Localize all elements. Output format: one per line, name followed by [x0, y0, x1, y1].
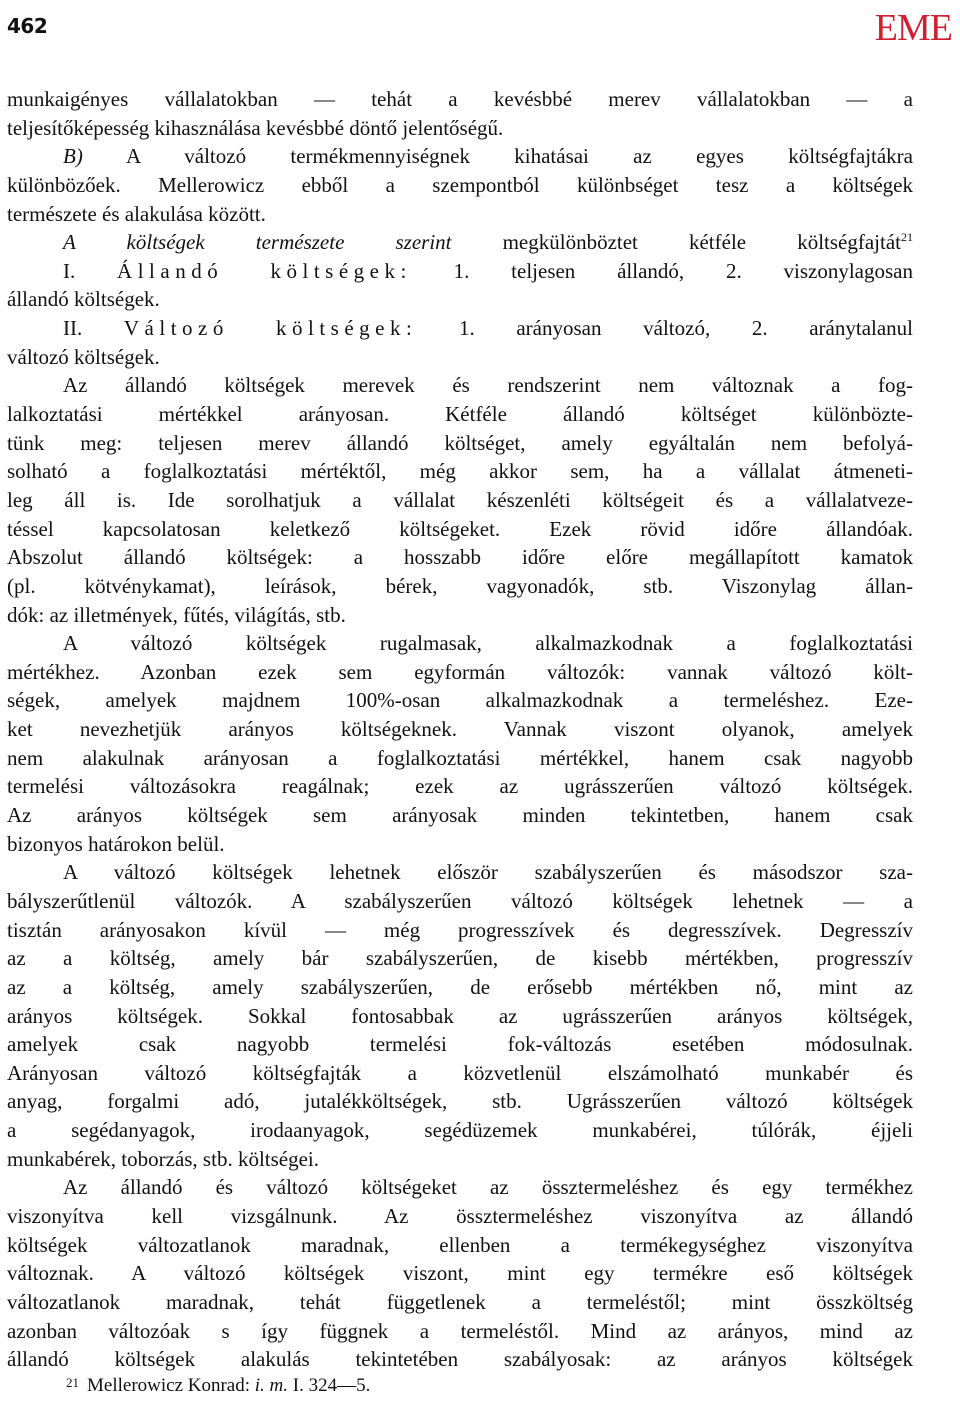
text-line — [7, 257, 913, 286]
text-line: leg áll is. Ide sorolhatjuk a vállalat készenléti költségeit és a vállalatveze- — [7, 487, 913, 512]
footnote-reference: 21 — [901, 230, 913, 245]
text-line: Az állandó és változó költségeket az össztermeléshez és egy termékhez — [63, 1175, 913, 1200]
text-line: A változó költségek lehetnek először szabályszerűen és másodszor sza- — [63, 860, 913, 885]
text-line: ket nevezhetjük arányos költségeknek. Vannak viszont olyanok, amelyek — [7, 717, 913, 742]
footnote-abbreviation: i. m. — [254, 1375, 289, 1396]
footnote-number: 21 — [66, 1375, 79, 1390]
text-span: megkülönböztet kétféle költségfajtát — [451, 230, 901, 255]
text-line: amelyek csak nagyobb termelési fok-változás esetében módosulnak. — [7, 1032, 913, 1057]
text-line: állandó költségek alakulás tekintetében szabályosak: az arányos költségek — [7, 1347, 913, 1372]
page-number: 462 — [7, 14, 48, 38]
text-line: tünk meg: teljesen merev állandó költséget, amely egyáltalán nem befolyá- — [7, 430, 913, 455]
text-span: 1. arányosan változó, 2. aránytalanul — [417, 316, 913, 341]
text-line: a segédanyagok, irodaanyagok, segédüzemek munkabérei, túlórák, éjjeli — [7, 1118, 913, 1143]
text-line: Abszolut állandó költségek: a hosszabb időre előre megállapított kamatok — [7, 545, 913, 570]
text-line: Arányosan változó költségfajták a közvetlenül elszámolható munkabér és — [7, 1060, 913, 1085]
text-line: különbözőek. Mellerowicz ebből a szempontból különbséget tesz a költségek — [7, 172, 913, 197]
text-line: az a költség, amely szabályszerűen, de erősebb mértékben nő, mint az — [7, 974, 913, 999]
text-line: állandó költségek. — [7, 287, 160, 312]
footnote-author: Mellerowicz Konrad: — [87, 1375, 251, 1396]
text-line: ségek, amelyek majdnem 100%-osan alkalmazkodnak a termeléshez. Eze- — [7, 688, 913, 713]
footnote-reference-pages: I. 324—5. — [292, 1375, 371, 1396]
text-line: változnak. A változó költségek viszont, mint egy termékre eső költségek — [7, 1261, 913, 1286]
text-line — [7, 314, 913, 343]
text-line: termelési változásokra reagálnak; ezek az ugrásszerűen változó költségek. — [7, 774, 913, 799]
text-line: nem alakulnak arányosan a foglalkoztatási mértékkel, hanem csak nagyobb — [7, 745, 913, 770]
text-line: solható a foglalkoztatási mértéktől, még akkor sem, ha a vállalat átmeneti- — [7, 459, 913, 484]
text-line: A változó költségek rugalmasak, alkalmazkodnak a foglalkoztatási — [63, 631, 913, 656]
text-line: költségek változatlanok maradnak, ellenben a termékegységhez viszonyítva — [7, 1232, 913, 1257]
text-line: anyag, forgalmi adó, jutalékköltségek, stb. Ugrásszerűen változó költségek — [7, 1089, 913, 1114]
text-line: mértékhez. Azonban ezek sem egyformán változók: vannak változó költ- — [7, 659, 913, 684]
spaced-term: Állandó költségek: — [117, 258, 412, 283]
text-line: lalkoztatási mértékkel arányosan. Kétféle állandó költséget különbözte- — [7, 402, 913, 427]
text-line: dók: az illetmények, fűtés, világítás, stb. — [7, 602, 346, 627]
section-label: B) — [63, 144, 83, 169]
text-line — [7, 142, 913, 171]
text-line: bizonyos határokon belül. — [7, 831, 225, 856]
text-line: munkaigényes vállalatokban — tehát a kevésbbé merev vállalatokban — a — [7, 87, 913, 111]
text-line: bályszerűtlenül változók. A szabályszerűen változó költségek lehetnek — a — [7, 888, 913, 913]
text-line: téssel kapcsolatosan keletkező költségeket. Ezek rövid időre állandóak. — [7, 516, 913, 541]
text-line: viszonyítva kell vizsgálnunk. Az össztermeléshez viszonyítva az állandó — [7, 1203, 913, 1228]
text-span: 1. teljesen állandó, 2. viszonylagosan — [411, 258, 913, 283]
text-line: teljesítőképesség kihasználása kevésbbé döntő jelentőségű. — [7, 115, 504, 140]
text-line: az a költség, amely bár szabályszerűen, de kisebb mértékben, progresszív — [7, 946, 913, 971]
text-line: (pl. kötvénykamat), leírások, bérek, vagyonadók, stb. Viszonylag állan- — [7, 573, 913, 598]
section-heading-text: A változó termékmennyiségnek kihatásai az egyes költségfajtákra — [82, 144, 913, 169]
footnote — [66, 1375, 370, 1397]
list-numeral: I. — [63, 258, 76, 283]
list-numeral: II. — [63, 316, 83, 341]
text-line: Az arányos költségek sem arányosak minden tekintetben, hanem csak — [7, 803, 913, 828]
text-line: Az állandó költségek merevek és rendszerint nem változnak a fog- — [63, 373, 913, 398]
text-line: tisztán arányosakon kívül — még progresszívek és degresszívek. Degresszív — [7, 917, 913, 942]
text-line: természete és alakulása között. — [7, 201, 266, 226]
text-line: munkabérek, toborzás, stb. költségei. — [7, 1146, 320, 1171]
text-line: változatlanok maradnak, tehát függetlenek a termeléstől; mint összköltség — [7, 1289, 913, 1314]
publisher-logo: EME — [874, 7, 952, 49]
text-line: azonban változóak s így függnek a termeléstől. Mind az arányos, mind az — [7, 1318, 913, 1343]
text-line: arányos költségek. Sokkal fontosabbak az ugrásszerűen arányos költségek, — [7, 1003, 913, 1028]
text-line — [7, 228, 913, 257]
text-line: változó költségek. — [7, 344, 160, 369]
body-text — [7, 85, 913, 1374]
spaced-term: Változó költségek: — [123, 316, 418, 341]
italic-phrase: A költségek természete szerint — [63, 230, 452, 255]
